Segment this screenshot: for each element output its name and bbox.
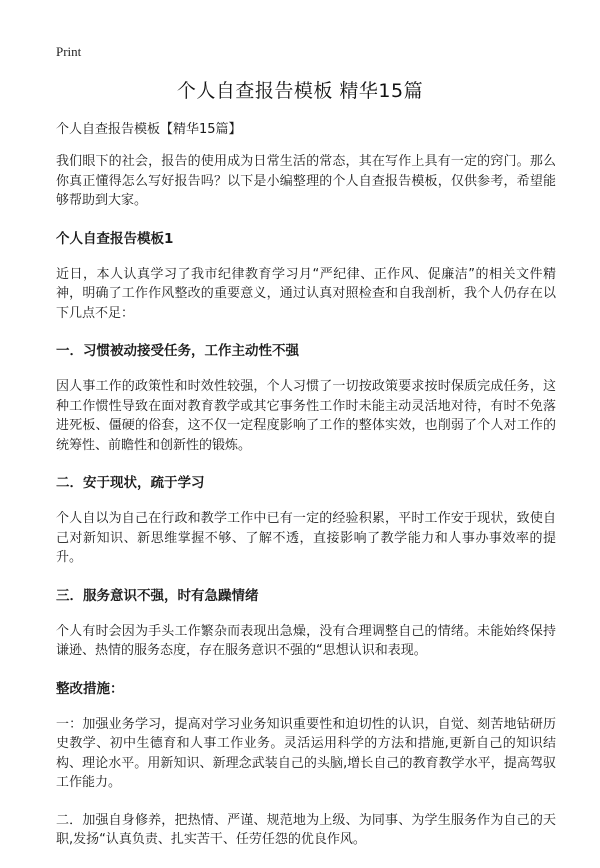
- document-body: [56, 120, 556, 868]
- point-heading-one: 一．习惯被动接受任务，工作主动性不强: [56, 343, 299, 359]
- intro-paragraph: 我们眼下的社会，报告的使用成为日常生活的常态，其在写作上具有一定的窍门。那么你真正懂得怎么写好报告吗？以下是小编整理的个人自查报告模板，仅供参考，希望能够帮助到大家。: [56, 154, 556, 208]
- document-title: 个人自查报告模板 精华15篇: [176, 80, 424, 102]
- section-paragraph: 近日，本人认真学习了我市纪律教育学习月“严纪律、正作风、促廉洁”的相关文件精神，明确了工作作风整改的重要意义，通过认真对照检查和自我剖析，我个人仍存在以下几点不足：: [56, 266, 556, 321]
- point-paragraph-three: 个人有时会因为手头工作繁杂而表现出急燥，没有合理调整自己的情绪。未能始终保持谦逊、热情的服务态度，存在服务意识不强的“思想认识和表现。: [56, 623, 556, 658]
- print-label: Print: [56, 44, 82, 59]
- document-subtitle: 个人自查报告模板【精华15篇】: [56, 122, 242, 137]
- measure-paragraph-one: 一：加强业务学习，提高对学习业务知识重要性和迫切性的认识，自觉、刻苦地钻研历史教学、初中生德育和人事工作业务。灵活运用科学的方法和措施,更新自己的知识结构、理论水平。用新知识、新理念武装自己的头脑,增长自己的教育教学水平，提高驾驭工作能力。: [56, 716, 556, 790]
- section-heading: 个人自查报告模板1: [56, 230, 174, 247]
- point-heading-three: 三．服务意识不强，时有急躁情绪: [56, 587, 259, 604]
- measures-heading: 整改措施：: [56, 680, 124, 697]
- measure-paragraph-two: 二．加强自身修养，把热情、严谨、规范地为上级、为同事、为学生服务作为自己的天职,发扬“认真负责、扎实苦干、任劳任怨的优良作风。: [56, 812, 556, 847]
- point-paragraph-two: 个人自以为自己在行政和教学工作中已有一定的经验积累，平时工作安于现状，致使自己对新知识、新思维掌握不够、了解不透，直接影响了教学能力和人事办事效率的提升。: [56, 511, 556, 565]
- point-paragraph-one: 因人事工作的政策性和时效性较强，个人习惯了一切按政策要求按时保质完成任务，这种工作惯性导致在面对教育教学或其它事务性工作时未能主动灵活地对待，有时不免落进死板、僵硬的俗套，这不仅一定程度影响了工作的整体实效，也削弱了个人对工作的统筹性、前瞻性和创新性的锻炼。: [56, 379, 556, 453]
- point-heading-two: 二．安于现状，疏于学习: [56, 475, 205, 491]
